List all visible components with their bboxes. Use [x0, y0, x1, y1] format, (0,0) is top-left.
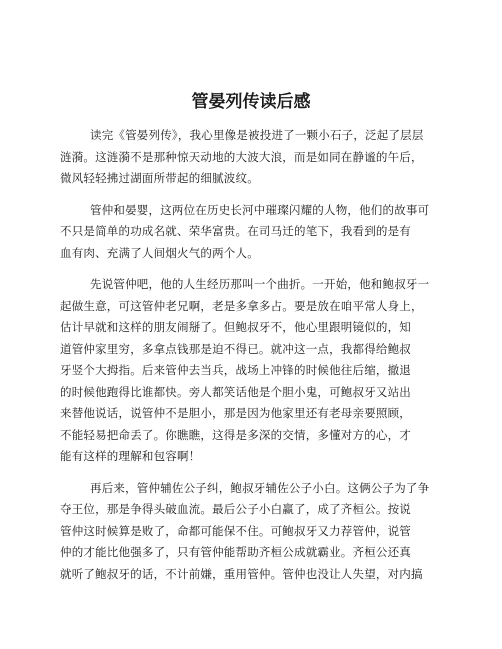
- text-line: 读完《管晏列传》，我心里像是被投进了一颗小石子，泛起了层层: [90, 128, 424, 142]
- document-body: [60, 125, 460, 595]
- text-line: 微风轻轻拂过湖面所带起的细腻波纹。: [60, 171, 259, 185]
- text-line: 的时候他跑得比谁都快。旁人都笑话他是个胆小鬼，可鲍叔牙又站出: [60, 384, 411, 399]
- paragraph-4: [60, 478, 460, 586]
- text-line: 道管仲家里穷，多拿点钱那是迫不得已。就冲这一点，我都得给鲍叔: [60, 341, 411, 356]
- text-line: 就听了鲍叔牙的话，不计前嫌，重用管仲。管仲也没让人失望，对内搞: [60, 566, 423, 581]
- paragraph-1: [60, 125, 460, 190]
- text-line: 涟漪。这涟漪不是那种惊天动地的大波大浪，而是如同在静谧的午后，: [60, 149, 423, 164]
- text-line: 牙竖个大拇指。后来管仲去当兵，战场上冲锋的时候他往后缩，撤退: [60, 363, 411, 377]
- text-line: 管仲和晏婴，这两位在历史长河中璀璨闪耀的人物，他们的故事可: [90, 202, 430, 217]
- text-line: 夺王位，那是争得头破血流。最后公子小白赢了，成了齐桓公。按说: [60, 502, 411, 516]
- document-title: 管晏列传读后感: [191, 92, 311, 112]
- text-line: 不只是简单的功成名就、荣华富贵。在司马迁的笔下，我看到的是有: [60, 224, 411, 238]
- text-line: 估计早就和这样的朋友闹掰了。但鲍叔牙不，他心里跟明镜似的，知: [60, 320, 411, 334]
- text-line: 先说管仲吧，他的人生经历那叫一个曲折。一开始，他和鲍叔牙一: [90, 277, 430, 291]
- text-line: 再后来，管仲辅佐公子纠，鲍叔牙辅佐公子小白。这俩公子为了争: [90, 480, 430, 495]
- paragraph-2: [60, 200, 460, 265]
- text-line: 仲的才能比他强多了，只有管仲能帮助齐桓公成就霸业。齐桓公还真: [60, 545, 411, 559]
- text-line: 能有这样的理解和包容啊！: [60, 449, 201, 463]
- text-line: 不能轻易把命丢了。你瞧瞧，这得是多深的交情，多懂对方的心，才: [60, 427, 411, 442]
- text-line: 血有肉、充满了人间烟火气的两个人。: [60, 245, 259, 260]
- paragraph-3: [60, 274, 460, 468]
- text-line: 来替他说话，说管仲不是胆小，那是因为他家里还有老母亲要照顾，: [60, 406, 411, 420]
- text-line: 起做生意，可这管仲老兄啊，老是多拿多占。要是放在咱平常人身上，: [60, 298, 423, 313]
- text-line: 管仲这时候算是败了，命都可能保不住。可鲍叔牙又力荐管仲，说管: [60, 523, 411, 538]
